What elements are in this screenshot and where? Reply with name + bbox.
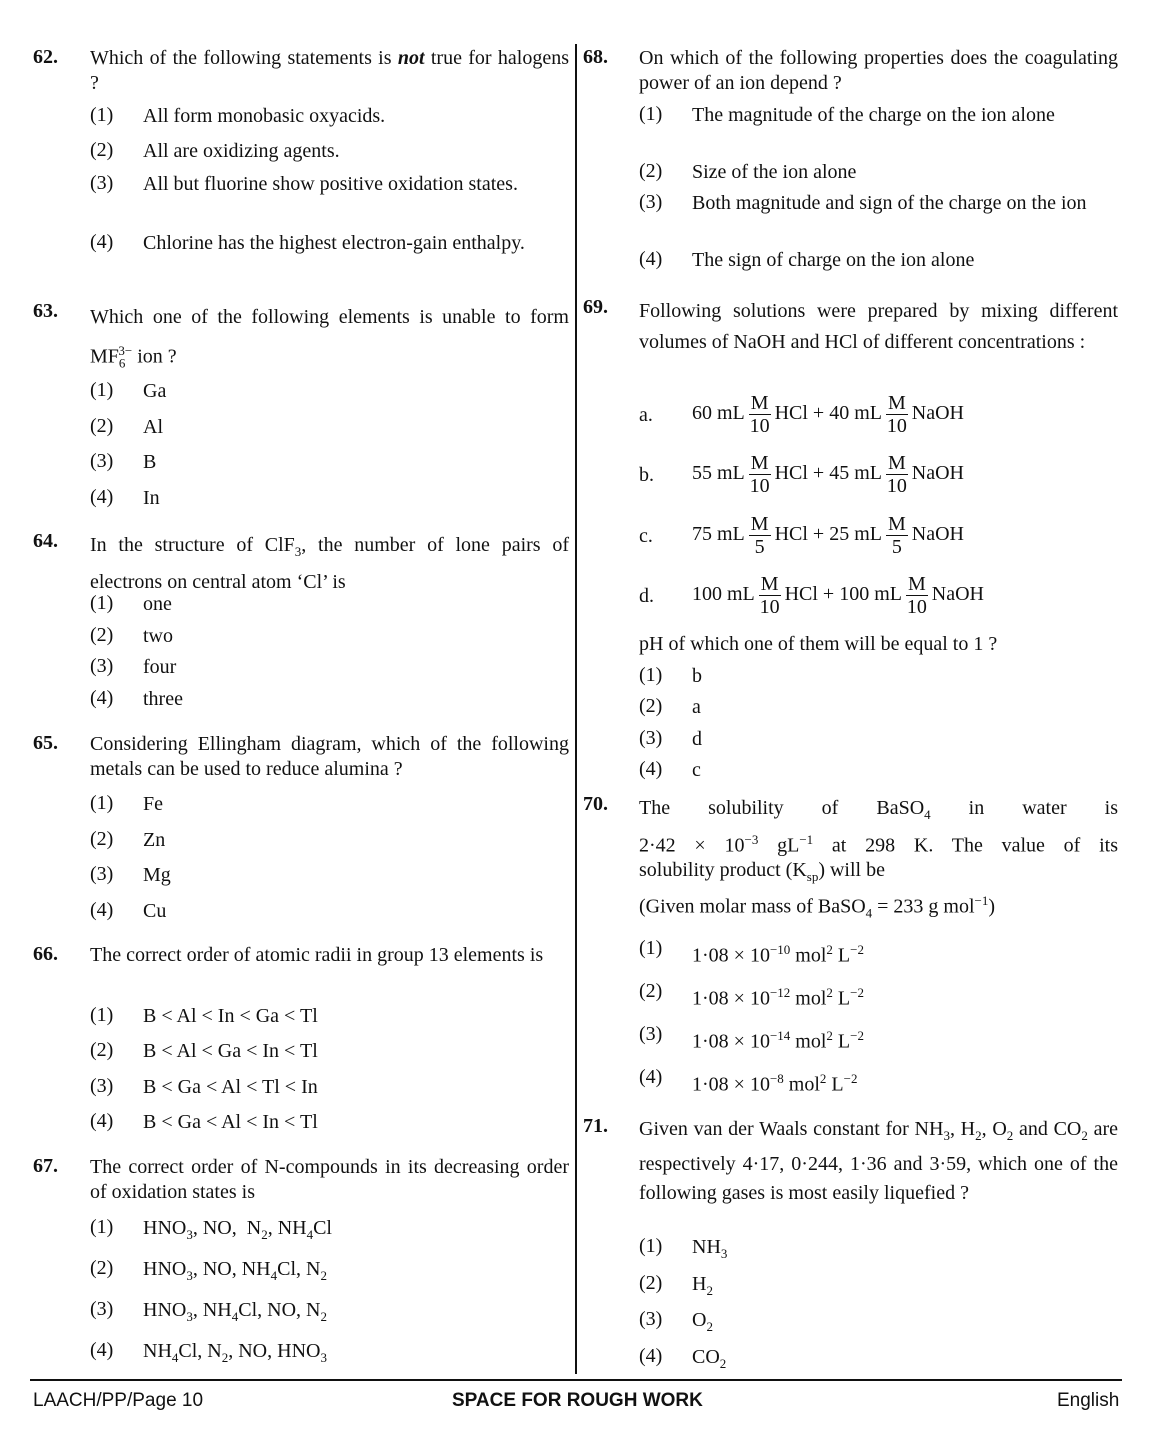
mixture-b: b. 55 mL $\frac{M}{10}$ HCl + 45 mL $\frac{M}{10}$ NaOH xyxy=(639,452,964,497)
footer-rough-work: SPACE FOR ROUGH WORK xyxy=(452,1390,703,1411)
footer-language: English xyxy=(1057,1390,1120,1411)
question-number: 64. xyxy=(33,530,58,552)
question-number: 66. xyxy=(33,943,58,965)
mixture-c: c. 75 mL $\frac{M}{5}$ HCl + 25 mL $\frac{M}{5}$ NaOH xyxy=(639,513,964,558)
question-stem: The solubility of BaSO$_4$ in water is xyxy=(639,797,1119,822)
question-stem: Given van der Waals constant for $NH_3$, $H_2$, $O_2$ and $CO_2$ are respectively 4·17, 0·244, 1·36 and 3·59, which one of the following gases is most easily liquefied ? xyxy=(639,1118,1119,1204)
question-number: 70. xyxy=(583,793,608,815)
question-stem: Which one of the following elements is unable to form $MF_6^{3-}$ ion ? xyxy=(90,306,569,371)
question-stem: Considering Ellingham diagram, which of the following metals can be used to reduce alumina ? xyxy=(90,733,569,780)
question-stem-line-3: solubility product $(K_{sp})$ will be xyxy=(639,859,885,884)
mixture-d: d. 100 mL $\frac{M}{10}$ HCl + 100 mL $\frac{M}{10}$ NaOH xyxy=(639,573,984,618)
question-stem: The correct order of N-compounds in its decreasing order of oxidation states is xyxy=(90,1156,569,1203)
footer-page-id: LAACH/PP/Page 10 xyxy=(33,1390,204,1411)
question-number: 71. xyxy=(583,1115,608,1137)
question-number: 69. xyxy=(583,296,608,318)
question-number: 63. xyxy=(33,300,58,322)
question-stem: On which of the following properties does the coagulating power of an ion depend ? xyxy=(639,47,1118,94)
mixture-a: a. 60 mL $\frac{M}{10}$ HCl + 40 mL $\frac{M}{10}$ NaOH xyxy=(639,392,964,437)
question-stem: In the structure of ClF$_3$, the number of lone pairs of electrons on central atom ‘Cl’ is xyxy=(90,534,569,593)
question-number: 65. xyxy=(33,732,58,754)
question-stem: The correct order of atomic radii in group 13 elements is xyxy=(90,944,544,966)
question-prompt: pH of which one of them will be equal to 1 ? xyxy=(639,633,998,655)
question-stem: Which of the following statements is not true for halogens ? xyxy=(90,47,569,94)
given-data: (Given molar mass of BaSO$_4$ = 233 g mol$^{-1}$) xyxy=(639,893,996,921)
question-number: 68. xyxy=(583,46,608,68)
question-number: 67. xyxy=(33,1155,58,1177)
question-stem: Following solutions were prepared by mixing different volumes of NaOH and HCl of different concentrations : xyxy=(639,300,1118,353)
question-stem-line-2: $2\cdot 42 \times 10^{-3}$ $gL^{-1}$ at 298 K. The value of its xyxy=(639,832,1118,857)
column-divider xyxy=(575,44,577,1374)
footer-rule xyxy=(30,1379,1122,1381)
question-number: 62. xyxy=(33,46,58,68)
